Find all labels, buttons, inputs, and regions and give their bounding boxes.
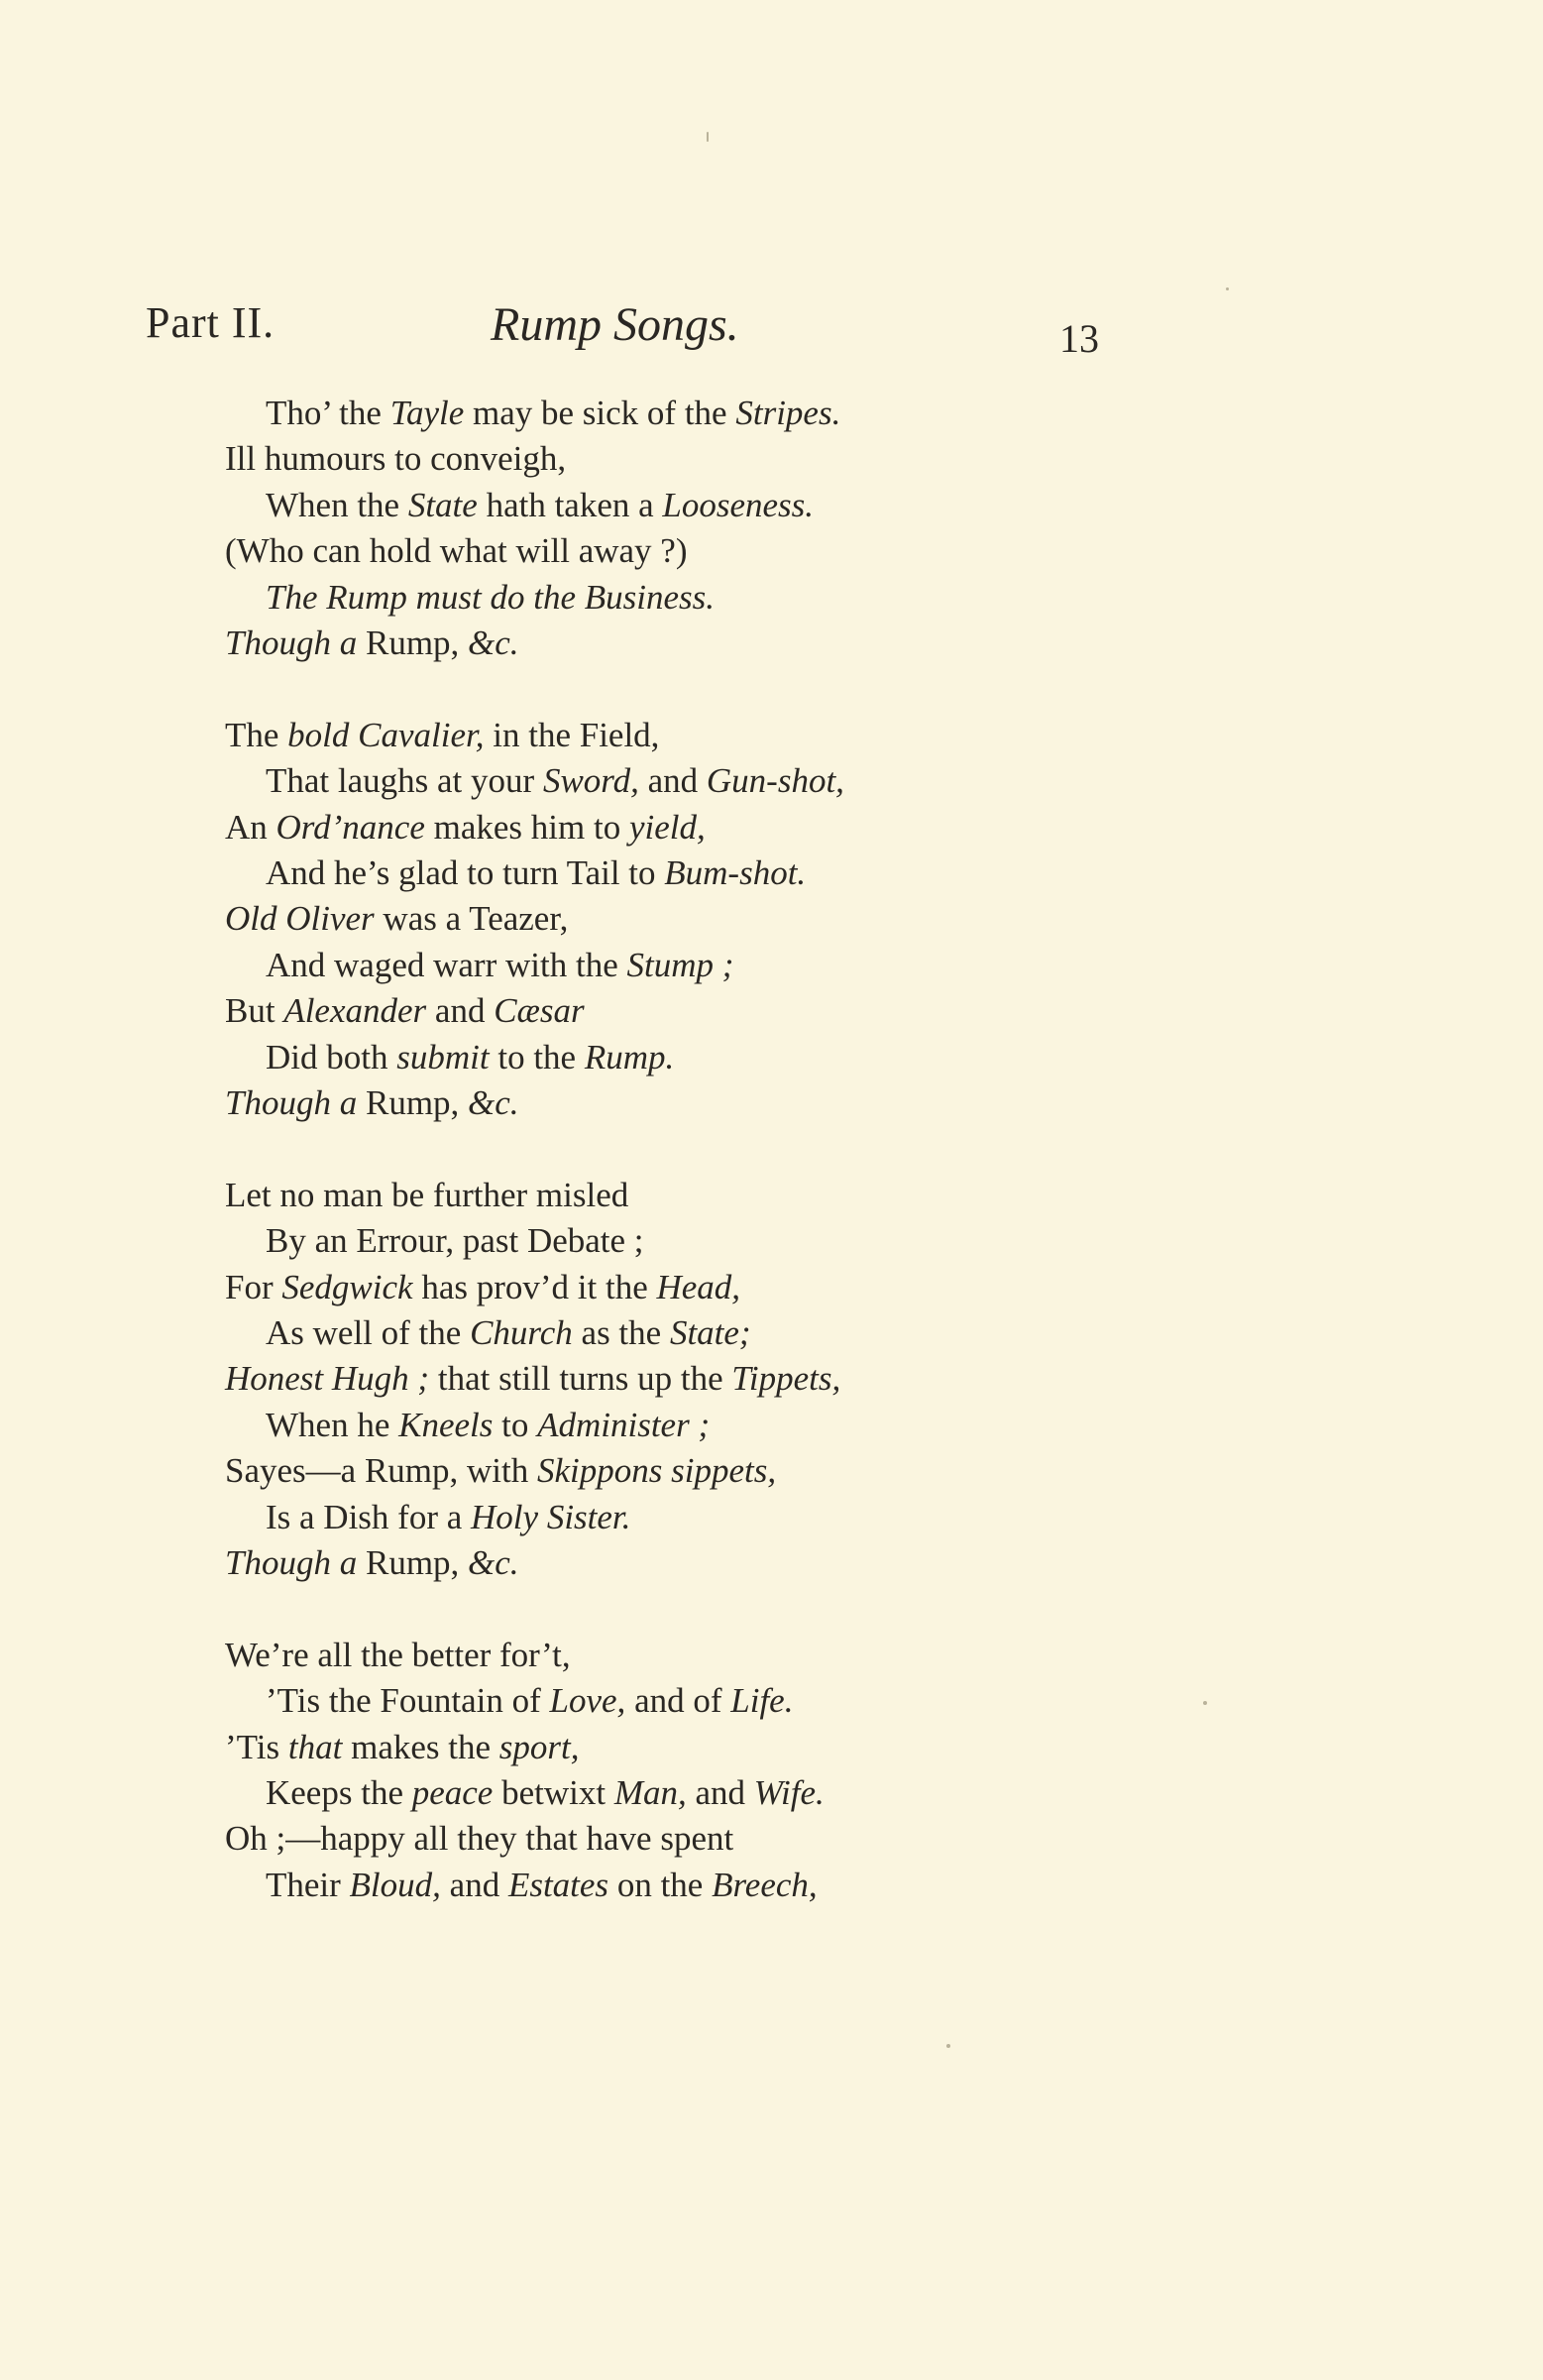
roman-text: By an Errour, past Debate ;: [266, 1221, 644, 1260]
roman-text: Oh ;—happy all they that have spent: [225, 1819, 734, 1858]
paper-speck: [1226, 287, 1229, 290]
italic-text: Tayle: [389, 394, 465, 432]
italic-text: Holy Sister.: [471, 1498, 631, 1536]
verse-line: [225, 1540, 519, 1586]
italic-text: The Rump must do the Business.: [266, 578, 716, 617]
italic-text: submit: [396, 1038, 490, 1077]
italic-text: Head,: [656, 1268, 741, 1306]
italic-text: Cæsar: [494, 991, 585, 1030]
roman-text: was a Teazer,: [374, 899, 569, 938]
roman-text: Rump,: [357, 1083, 469, 1122]
paper-speck: [946, 2044, 950, 2048]
verse-line: [266, 1403, 710, 1448]
verse-line: [266, 1770, 825, 1816]
roman-text: ’Tis the Fountain of: [266, 1681, 550, 1720]
italic-text: Stripes.: [735, 394, 841, 432]
verse-line: [266, 1863, 818, 1908]
verse-line: [266, 391, 840, 436]
roman-text: For: [225, 1268, 282, 1306]
roman-text: Keeps the: [266, 1773, 412, 1812]
italic-text: Tippets,: [731, 1359, 841, 1398]
verse-line: [225, 436, 566, 482]
italic-text: Administer ;: [537, 1406, 711, 1444]
italic-text: that: [287, 1728, 343, 1766]
roman-text: makes the: [342, 1728, 499, 1766]
roman-text: has prov’d it the: [412, 1268, 657, 1306]
roman-text: Rump,: [357, 623, 469, 662]
verse-line: [225, 1356, 840, 1402]
italic-text: &c.: [468, 1083, 519, 1122]
italic-text: State;: [669, 1313, 751, 1352]
roman-text: (Who can hold what will away ?): [225, 531, 688, 570]
italic-text: Breech,: [712, 1866, 818, 1904]
part-label: Part II.: [146, 298, 276, 347]
italic-text: Estates: [507, 1866, 609, 1904]
roman-text: When the: [266, 486, 408, 524]
roman-text: We’re all the better for’t,: [225, 1636, 571, 1674]
running-title: Rump Songs.: [491, 298, 739, 351]
italic-text: Love,: [549, 1681, 626, 1720]
roman-text: makes him to: [424, 808, 629, 847]
verse-line: [266, 1678, 793, 1724]
verse-line: [225, 896, 568, 942]
verse-line: [225, 1265, 740, 1310]
italic-text: bold Cavalier,: [287, 716, 485, 754]
verse-line: [225, 1725, 580, 1770]
roman-text: Their: [266, 1866, 350, 1904]
roman-text: betwixt: [493, 1773, 614, 1812]
verse-line: [225, 805, 706, 850]
verse-line: [266, 1310, 751, 1356]
italic-text: State: [407, 486, 478, 524]
verse-line: [266, 943, 733, 988]
italic-text: Old Oliver: [225, 899, 375, 938]
italic-text: Though a: [225, 623, 358, 662]
italic-text: Stump ;: [626, 946, 734, 984]
roman-text: Did both: [266, 1038, 397, 1077]
verse-line: [266, 758, 844, 804]
verse-line: [266, 575, 715, 621]
roman-text: ’Tis: [225, 1728, 288, 1766]
roman-text: And waged warr with the: [266, 946, 627, 984]
italic-text: yield,: [628, 808, 706, 847]
italic-text: Ord’nance: [276, 808, 425, 847]
roman-text: Tho’ the: [266, 394, 390, 432]
roman-text: and: [686, 1773, 754, 1812]
italic-text: &c.: [468, 623, 519, 662]
roman-text: An: [225, 808, 276, 847]
verse-line: [225, 713, 659, 758]
italic-text: Wife.: [753, 1773, 825, 1812]
verse-line: [266, 1495, 630, 1540]
roman-text: and: [426, 991, 495, 1030]
italic-text: Looseness.: [662, 486, 815, 524]
roman-text: The: [225, 716, 288, 754]
italic-text: Church: [470, 1313, 573, 1352]
verse-line: [266, 850, 806, 896]
italic-text: Rump.: [584, 1038, 675, 1077]
italic-text: peace: [411, 1773, 494, 1812]
verse-line: [266, 1035, 674, 1080]
roman-text: as the: [572, 1313, 670, 1352]
italic-text: Man,: [613, 1773, 687, 1812]
italic-text: Though a: [225, 1083, 358, 1122]
italic-text: Sword,: [542, 761, 639, 800]
verse-line: [266, 1218, 644, 1264]
running-head: [146, 297, 1097, 367]
italic-text: sport,: [498, 1728, 580, 1766]
italic-text: Bloud,: [349, 1866, 441, 1904]
verse-line: [225, 1633, 571, 1678]
italic-text: Honest Hugh ;: [225, 1359, 430, 1398]
italic-text: Bum-shot.: [664, 853, 807, 892]
roman-text: to: [493, 1406, 538, 1444]
verse-line: [225, 988, 585, 1034]
italic-text: Life.: [730, 1681, 794, 1720]
roman-text: on the: [608, 1866, 713, 1904]
roman-text: But: [225, 991, 284, 1030]
verse-line: [225, 621, 519, 666]
roman-text: hath taken a: [477, 486, 663, 524]
paper-speck: [707, 132, 709, 142]
roman-text: And he’s glad to turn Tail to: [266, 853, 665, 892]
verse-line: [225, 528, 688, 574]
italic-text: &c.: [468, 1543, 519, 1582]
roman-text: to the: [489, 1038, 585, 1077]
paper-speck: [1203, 1701, 1207, 1705]
verse-line: [266, 483, 814, 528]
roman-text: and of: [625, 1681, 731, 1720]
verse-line: [225, 1173, 628, 1218]
roman-text: Is a Dish for a: [266, 1498, 472, 1536]
roman-text: Let no man be further misled: [225, 1176, 629, 1214]
italic-text: Alexander: [283, 991, 427, 1030]
verse-line: [225, 1816, 733, 1862]
page-number: 13: [1059, 316, 1099, 361]
roman-text: Sayes—a Rump, with: [225, 1451, 537, 1490]
verse-line: [225, 1080, 519, 1126]
italic-text: Though a: [225, 1543, 358, 1582]
roman-text: and: [638, 761, 707, 800]
roman-text: and: [440, 1866, 508, 1904]
italic-text: Gun-shot,: [706, 761, 844, 800]
italic-text: Skippons sippets,: [536, 1451, 777, 1490]
roman-text: that still turns up the: [429, 1359, 732, 1398]
italic-text: Kneels: [398, 1406, 494, 1444]
roman-text: Ill humours to conveigh,: [225, 439, 567, 478]
roman-text: That laughs at your: [266, 761, 543, 800]
roman-text: Rump,: [357, 1543, 469, 1582]
verse-line: [225, 1448, 776, 1494]
roman-text: When he: [266, 1406, 399, 1444]
roman-text: may be sick of the: [464, 394, 736, 432]
roman-text: As well of the: [266, 1313, 471, 1352]
italic-text: Sedgwick: [281, 1268, 413, 1306]
roman-text: in the Field,: [484, 716, 660, 754]
